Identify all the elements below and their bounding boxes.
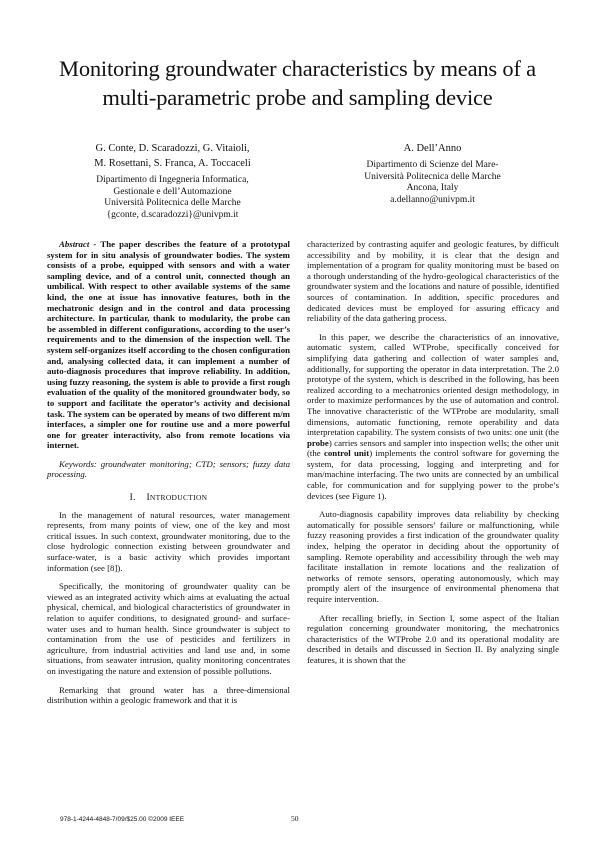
bold-term: control unit [324,448,370,459]
author-names-line-1: G. Conte, D. Scaradozzi, G. Vitaioli, [95,143,250,154]
paper-title-line-2: multi-parametric probe and sampling device [102,85,493,110]
section-number: I. [129,493,136,504]
section-title-rest: NTRODUCTION [149,493,208,503]
affiliation-line-3: Ancona, Italy [406,183,459,193]
author-block-right [325,141,540,206]
left-column [47,239,290,714]
author-affiliation [325,160,540,206]
paragraph: In the management of natural resources, water management represents, from many points of view, one of the key and most critical issues. In such context, groundwater monitoring, due to the close hydrologic connection existing between groundwater and surface-water, is a basic activity which provides important information (see [8]). [47,509,290,573]
footer-copyright: 978-1-4244-4848-7/09/$25.00 ©2009 IEEE [60,816,185,823]
paragraph: Auto-diagnosis capability improves data reliability by checking automatically for possible sensors’ failure or malfunctioning, while fuzzy reasoning provides a first indication of the groundwater quality index, helping the operator in deciding about the opportunity of sampling. Remote operability and accessibility through the web may facilitate installation in remote locations and the realization of networks of remote sensors, operating autonomously, which may promptly alert of the insurgence of environmental phenomena that require intervention. [307,509,559,604]
affiliation-line-1: Dipartimento di Scienze del Mare- [366,160,499,170]
paper-title-line-1: Monitoring groundwater characteristics by means of a [59,56,536,81]
abstract-label: Abstract - [59,239,97,249]
author-affiliation [60,175,285,221]
section-title-initial: I [146,493,150,504]
author-email: a.dellanno@univpm.it [390,194,475,205]
author-block-left [60,141,285,221]
paper-title [25,54,570,112]
paragraph: Specifically, the monitoring of groundwater quality can be viewed as an integrated activity which aims at evaluating the actual physical, chemical, and biological characteristics of groundwater in relation to aquifer conditions, to designated ground- and surface-water uses and to human health. Since groundwater is subject to contamination from the use of pesticides and fertilizers in agriculture, from industrial activities and land use and, in some situations, from seawater intrusion, quality monitoring concentrates on investigating the nature and extension of possible pollutions. [47,581,290,676]
affiliation-line-1: Dipartimento di Ingegneria Informatica, [96,175,249,185]
paragraph: Remarking that ground water has a three-dimensional distribution within a geologic framework and that it is [47,684,290,706]
paragraph: characterized by contrasting aquifer and geologic features, by difficult accessibility and by mobility, it is clear that the design and implementation of a program for quality monitoring must be based on a thorough understanding of the hydro-geological characteristics of the groundwater system and the locations and nature of possible, identified sources of contamination. In addition, specific procedures and dedicated devices must be employed for assuring efficacy and reliability of the data gathering process. [307,239,559,324]
paragraph-text: In this paper, we describe the characteristics of an innovative, automatic system, called WTProbe, specifically conceived for simplifying data gathering and collection of water samples and, additionally, for supporting the operator in data interpretation. The 2.0 prototype of the system, which is described in the following, has been realized according to a mechatronics oriented design methodology, in order to maximize performances by the use of automation and control. The innovative characteristic of the WTProbe are modularity, small dimensions, automatic functioning, remote operability and data interpretation capability. The system consists of two units: one unit (the [307,331,559,438]
author-names [60,141,285,171]
paragraph [307,332,559,502]
affiliation-line-3: Università Politecnica delle Marche [104,198,241,208]
affiliation-line-2: Università Politecnica delle Marche [364,171,501,182]
abstract-text: The paper describes the feature of a prototypal system for in situ analysis of groundwater bodies. The system consists of a probe, equipped with sensors and with a water sampling device, and of a control unit, connected though an umbilical. With respect to other available systems of the same kind, the one at issue has innovative features, both in the mechatronic design and in the control and data processing architecture. In particular, thank to modularity, the probe can be assembled in different configurations, according to the user’s requirements and to the dimension of the inspection well. The system self-organizes itself according to the chosen configuration and, analysing collected data, it can implement a number of auto-diagnosis procedures that improve reliability. In addition, using fuzzy reasoning, the system is able to provide a first rough evaluation of the quality of the monitored groundwater body, so to support and facilitate the operator’s activity and decisional task. The system can be operated by means of two different m/m interfaces, a simpler one for routine use and a more powerful one for greater interactivity, also from remote locations via internet. [47,239,291,451]
affiliation-line-2: Gestionale e dell’Automazione [113,186,232,197]
paragraph-text: ) carries sensors and sampler into inspection wells; the other unit (the [307,437,559,459]
author-names-line-2: M. Rosettani, S. Franca, A. Toccaceli [94,158,251,169]
author-email: {gconte, d.scaradozzi}@univpm.it [106,209,239,220]
right-column [307,239,559,674]
author-name: A. Dell’Anno [403,143,462,154]
page-number: 50 [291,814,299,823]
bold-term: probe [307,437,329,448]
paragraph-text: ) implements the control software for governing the system, for data processing, logging and interpreting and for man/machine interfacing. The two units are connected by an umbilical cable, for communication and for supplying power to the probe’s devices (see Figure 1). [307,448,559,501]
keywords: Keywords: groundwater monitoring; CTD; sensors; fuzzy data processing. [47,458,290,480]
section-heading [47,493,290,504]
paragraph: After recalling briefly, in Section I, some aspect of the Italian regulation concerning groundwater monitoring, the mechatronics characteristics of the WTProbe 2.0 and its operational modality are described in details and discussed in Section II. By analyzing single features, it is shown that the [307,612,559,665]
abstract [47,239,290,451]
